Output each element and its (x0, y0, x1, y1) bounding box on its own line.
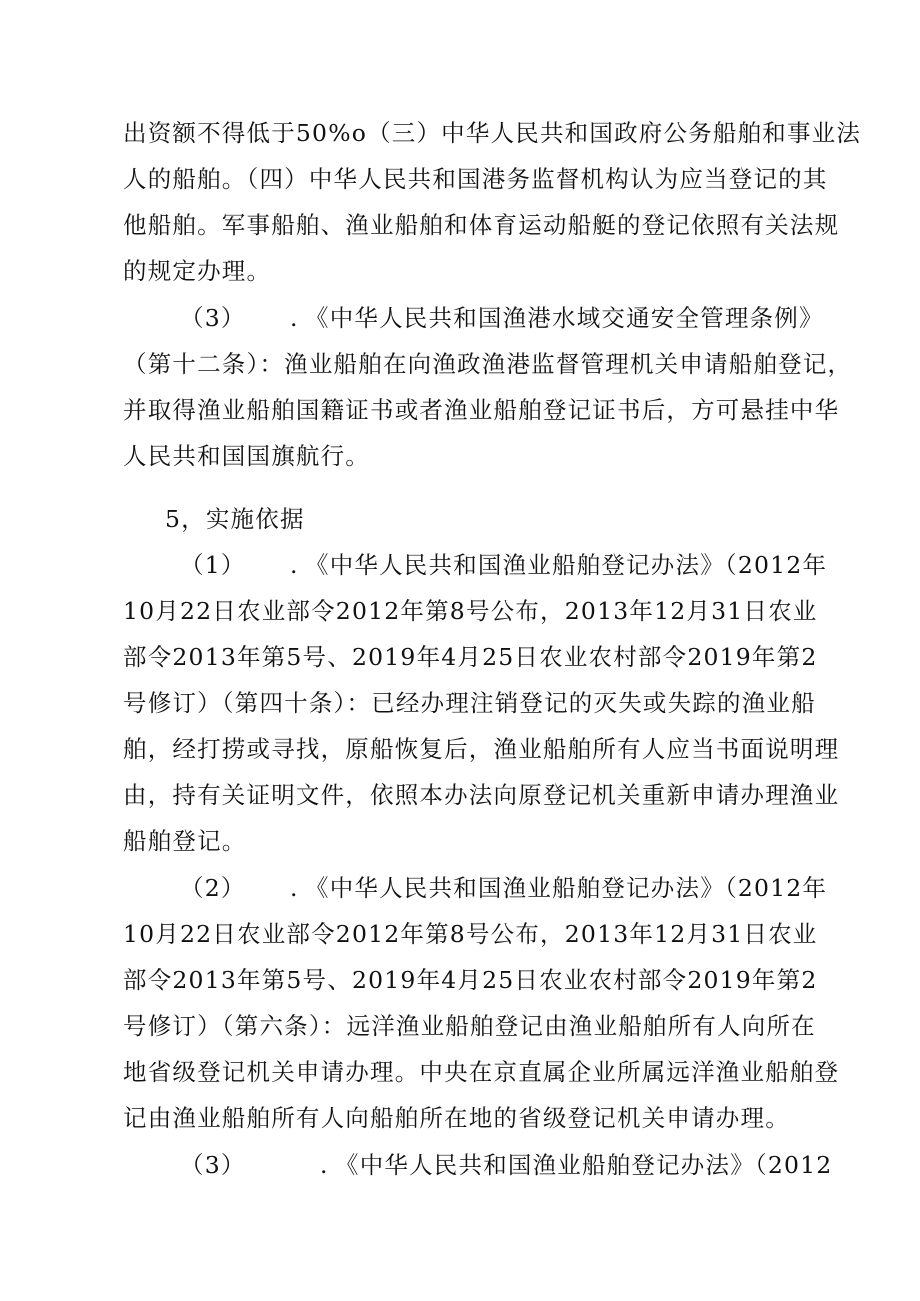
text-line: 人的船舶。（四）中华人民共和国港务监督机构认为应当登记的其 (123, 165, 828, 193)
text-line: 部令2013年第5号、2019年4月25日农业农村部令2019年第2 (123, 643, 818, 671)
list-item-marker (180, 1149, 329, 1181)
text-line: 舶，经打捞或寻找，原船恢复后，渔业船舶所有人应当书面说明理 (123, 735, 840, 763)
list-item-marker (180, 302, 299, 334)
text-line: 他船舶。军事船舶、渔业船舶和体育运动船艇的登记依照有关法规 (123, 211, 840, 239)
list-item-marker (180, 872, 299, 904)
text-line: 号修订）（第四十条）：已经办理注销登记的灭失或失踪的渔业船 (123, 689, 816, 717)
list-item-marker (180, 549, 299, 581)
text-line: 《中华人民共和国渔业船舶登记办法》（2012年 (305, 874, 828, 902)
text-line: 《中华人民共和国渔港水域交通安全管理条例》 (305, 304, 824, 332)
text-line: （第十二条）：渔业船舶在向渔政渔港监督管理机关申请船舶登记， (123, 350, 853, 378)
text-line: 人民共和国国旗航行。 (123, 442, 370, 470)
text-line: 记由渔业船舶所有人向船舶所在地的省级登记机关申请办理。 (123, 1104, 790, 1132)
item-number: （2） (180, 874, 246, 902)
text-line: 由，持有关证明文件，依照本办法向原登记机关重新申请办理渔业 (123, 781, 840, 809)
item-dot: . (290, 874, 299, 902)
item-dot: . (320, 1151, 329, 1179)
text-line: 船舶登记。 (123, 827, 247, 855)
section-heading: 5，实施依据 (165, 505, 305, 533)
text-line: 并取得渔业船舶国籍证书或者渔业船舶登记证书后，方可悬挂中华 (123, 396, 840, 424)
text-line: 号修订）（第六条）：远洋渔业船舶登记由渔业船舶所有人向所在 (123, 1012, 816, 1040)
text-line: 出资额不得低于50%o（三）中华人民共和国政府公务船舶和事业法 (123, 119, 862, 147)
text-line: 《中华人民共和国渔业船舶登记办法》（2012年 (305, 551, 828, 579)
text-line: 的规定办理。 (123, 257, 272, 285)
text-line: 《中华人民共和国渔业船舶登记办法》（2012 (335, 1151, 833, 1179)
item-number: （3） (180, 1151, 246, 1179)
text-line: 10月22日农业部令2012年第8号公布，2013年12月31日农业 (123, 920, 818, 948)
item-dot: . (290, 551, 299, 579)
text-line: 部令2013年第5号、2019年4月25日农业农村部令2019年第2 (123, 966, 818, 994)
item-dot: . (290, 304, 299, 332)
item-number: （3） (180, 304, 246, 332)
text-line: 地省级登记机关申请办理。中央在京直属企业所属远洋渔业船舶登 (123, 1058, 840, 1086)
item-number: （1） (180, 551, 246, 579)
text-line: 10月22日农业部令2012年第8号公布，2013年12月31日农业 (123, 597, 818, 625)
